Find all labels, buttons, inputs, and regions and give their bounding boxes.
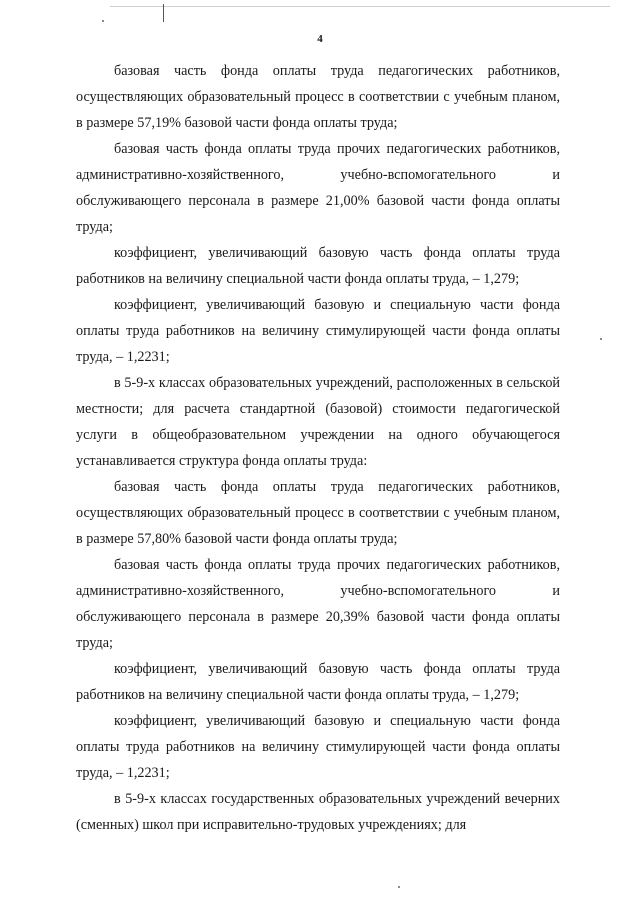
scan-speck [600, 338, 602, 340]
paragraph: базовая часть фонда оплаты труда педагогических работников, осуществляющих образовательный процесс в соответствии с учебным планом, в размере 57,80% базовой части фонда оплаты труда; [76, 479, 560, 547]
paragraph: базовая часть фонда оплаты труда педагогических работников, осуществляющих образовательный процесс в соответствии с учебным планом, в размере 57,19% базовой части фонда оплаты труда; [76, 63, 560, 131]
scan-speck [398, 886, 400, 888]
scan-mark [163, 4, 164, 22]
paragraph: коэффициент, увеличивающий базовую и специальную части фонда оплаты труда работников на величину стимулирующей части фонда оплаты труда, – 1,2231; [76, 297, 560, 365]
paragraph: базовая часть фонда оплаты труда прочих педагогических работников, административно-хозяйственного, учебно-вспомогательного и обслуживающего персонала в размере 20,39% базовой части фонда оплаты труда; [76, 557, 560, 651]
scan-speck [102, 20, 104, 22]
scan-edge-line [110, 6, 610, 7]
paragraph: в 5-9-х классах государственных образовательных учреждений вечерних (сменных) школ при исправительно-трудовых учреждениях; для [76, 791, 560, 833]
page-number: 4 [317, 33, 323, 45]
paragraph: коэффициент, увеличивающий базовую часть фонда оплаты труда работников на величину специальной части фонда оплаты труда, – 1,279; [76, 245, 560, 287]
paragraph: в 5-9-х классах образовательных учреждений, расположенных в сельской местности; для расчета стандартной (базовой) стоимости педагогической услуги в общеобразовательном учреждении на одного обучающегося устанавливается структура фонда оплаты труда: [76, 375, 560, 469]
paragraph: коэффициент, увеличивающий базовую и специальную части фонда оплаты труда работников на величину стимулирующей части фонда оплаты труда, – 1,2231; [76, 713, 560, 781]
paragraph: коэффициент, увеличивающий базовую часть фонда оплаты труда работников на величину специальной части фонда оплаты труда, – 1,279; [76, 661, 560, 703]
paragraph: базовая часть фонда оплаты труда прочих педагогических работников, административно-хозяйственного, учебно-вспомогательного и обслуживающего персонала в размере 21,00% базовой части фонда оплаты труда; [76, 141, 560, 235]
body-text [76, 58, 560, 838]
